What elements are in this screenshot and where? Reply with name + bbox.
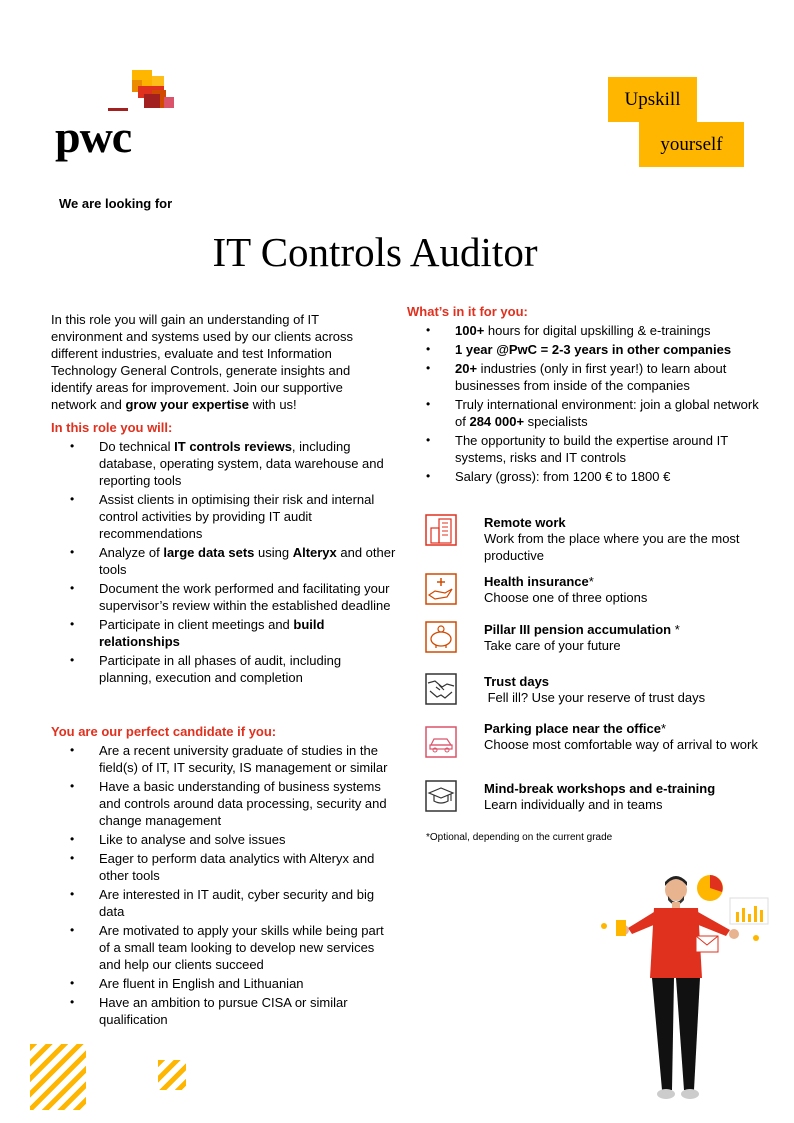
list-item: • Do technical IT controls reviews, including database, operating system, data warehouse and reporting tools — [51, 438, 396, 489]
whats-in-heading: What’s in it for you: — [407, 304, 528, 319]
list-item: • Truly international environment: join a global network of 284 000+ specialists — [407, 396, 767, 430]
benefit-desc: Fell ill? Use your reserve of trust days — [484, 690, 706, 705]
role-list — [51, 438, 396, 688]
decorative-stripes — [158, 1060, 186, 1090]
hand-plus-icon — [425, 573, 457, 605]
decorative-stripes — [30, 1044, 86, 1110]
benefit-title: Mind-break workshops and e-training — [484, 781, 716, 796]
list-item: • Have an ambition to pursue CISA or similar qualification — [51, 994, 396, 1028]
graduation-cap-icon — [425, 780, 457, 812]
list-item: • The opportunity to build the expertise around IT systems, risks and IT controls — [407, 432, 767, 466]
piggy-bank-icon — [425, 621, 457, 653]
list-item: • Participate in all phases of audit, including planning, execution and completion — [51, 652, 396, 686]
list-item: • Eager to perform data analytics with Alteryx and other tools — [51, 850, 396, 884]
benefit-title: Remote work — [484, 515, 566, 530]
list-item: • Are fluent in English and Lithuanian — [51, 975, 396, 992]
car-icon — [425, 726, 457, 758]
list-item: • Assist clients in optimising their risk and internal control activities by providing IT audit recommendations — [51, 491, 396, 542]
building-icon — [425, 514, 457, 546]
candidate-list — [51, 742, 396, 1030]
list-item: • Are interested in IT audit, cyber security and big data — [51, 886, 396, 920]
intro-paragraph: In this role you will gain an understanding of IT environment and systems used by our clients across different industries, evaluate and test Information Technology General Controls, generate insights and identify areas for improvement. Join our supportive network and grow your expertise with us! — [51, 312, 354, 412]
upskill-badge-line2: yourself — [639, 122, 744, 167]
benefit-desc: Take care of your future — [484, 638, 621, 653]
benefit-desc: Learn individually and in teams — [484, 797, 663, 812]
list-item: • Like to analyse and solve issues — [51, 831, 396, 848]
person-illustration — [596, 868, 774, 1104]
candidate-heading: You are our perfect candidate if you: — [51, 724, 277, 739]
role-heading: In this role you will: — [51, 420, 173, 435]
list-item: • Have a basic understanding of business systems and controls around data processing, security and change management — [51, 778, 396, 829]
list-item: • Are motivated to apply your skills while being part of a small team looking to develop new services and help our clients succeed — [51, 922, 396, 973]
list-item: • Document the work performed and facilitating your supervisor’s review within the established deadline — [51, 580, 396, 614]
handshake-icon — [425, 673, 457, 705]
pwc-logo-text: pwc — [55, 111, 132, 162]
benefit-title: Parking place near the office* — [484, 721, 667, 736]
benefit-title: Pillar III pension accumulation * — [484, 622, 680, 637]
upskill-badge-line1: Upskill — [608, 77, 697, 122]
benefit-desc: Choose one of three options — [484, 590, 648, 605]
job-title: IT Controls Auditor — [212, 229, 538, 275]
pwc-logo-mark — [108, 70, 178, 115]
benefit-title: Trust days — [484, 674, 550, 689]
benefit-desc: Choose most comfortable way of arrival to work — [484, 737, 758, 752]
footnote: *Optional, depending on the current grade — [426, 832, 613, 843]
list-item: • Analyze of large data sets using Alteryx and other tools — [51, 544, 396, 578]
benefit-desc: Work from the place where you are the most productive — [484, 531, 740, 563]
list-item: • Participate in client meetings and build relationships — [51, 616, 396, 650]
list-item: • 1 year @PwC = 2-3 years in other companies — [407, 341, 767, 358]
list-item: • Salary (gross): from 1200 € to 1800 € — [407, 468, 767, 485]
list-item: • 20+ industries (only in first year!) to learn about businesses from inside of the companies — [407, 360, 767, 394]
list-item: • Are a recent university graduate of studies in the field(s) of IT, IT security, IS management or similar — [51, 742, 396, 776]
benefit-title: Health insurance* — [484, 574, 594, 589]
list-item: • 100+ hours for digital upskilling & e-trainings — [407, 322, 767, 339]
looking-for-label: We are looking for — [59, 196, 173, 211]
whats-in-list — [407, 322, 767, 487]
